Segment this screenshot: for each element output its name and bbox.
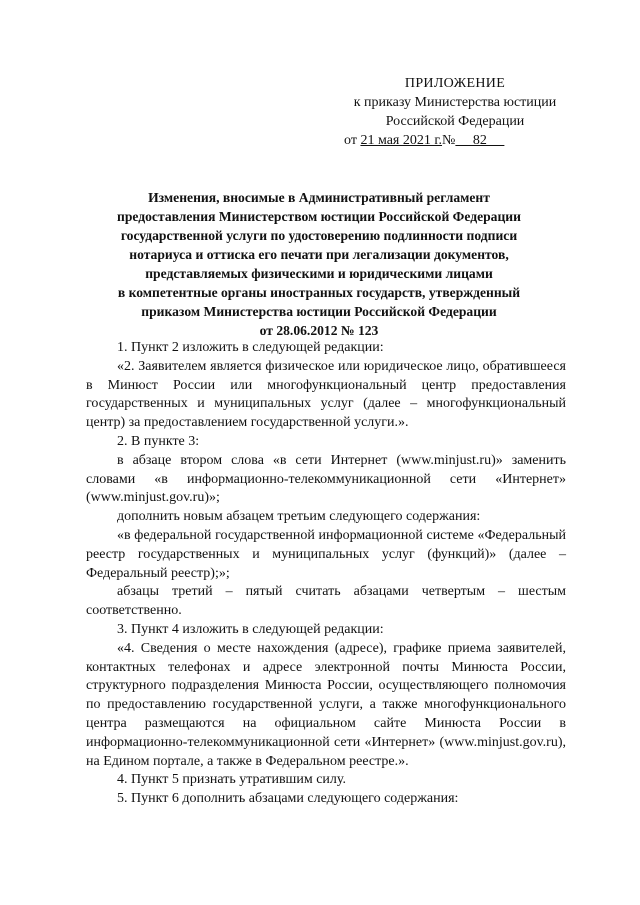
appendix-title: ПРИЛОЖЕНИЕ bbox=[404, 76, 506, 91]
paragraph: 1. Пункт 2 изложить в следующей редакции: bbox=[117, 340, 384, 355]
number-sign: № bbox=[442, 133, 456, 148]
paragraph: 4. Пункт 5 признать утратившим силу. bbox=[117, 772, 346, 788]
paragraph: «в федеральной государственной информационной системе «Федеральный реестр государственных и муниципальных услуг (функций)» (далее – Федеральный реестр);»; bbox=[86, 527, 566, 581]
appendix-date-line bbox=[330, 131, 580, 150]
document-title bbox=[80, 188, 558, 340]
appendix-federation-line: Российской Федерации bbox=[385, 114, 525, 129]
date-prefix: от bbox=[344, 133, 361, 148]
paragraph: в абзаце втором слова «в сети Интернет (www.minjust.ru)» заменить словами «в информационно-телекоммуникационной сети «Интернет» (www.minjust.gov.ru)»; bbox=[86, 452, 566, 506]
order-number: 82 bbox=[455, 133, 505, 148]
title-line: приказом Министерства юстиции Российской Федерации bbox=[141, 304, 497, 319]
title-line: в компетентные органы иностранных государств, утвержденный bbox=[117, 285, 521, 300]
title-line: от 28.06.2012 № 123 bbox=[259, 323, 379, 338]
paragraph: дополнить новым абзацем третьим следующего содержания: bbox=[117, 509, 481, 525]
document-body bbox=[86, 339, 566, 809]
appendix-header bbox=[330, 74, 580, 150]
paragraph: «4. Сведения о месте нахождения (адресе), графике приема заявителей, контактных телефонах и адресе электронной почты Минюста России, структурного подразделения Минюста России, осуществляющего полномочия по предоставлению государственной услуги, а также многофункционального центра размещаются на официальном сайте Минюста России в информационно-телекоммуникационной сети «Интернет» (www.minjust.gov.ru), на Едином портале, а также в Федеральном реестре.». bbox=[86, 640, 566, 769]
paragraph: 2. В пункте 3: bbox=[117, 433, 200, 449]
paragraph: абзацы третий – пятый считать абзацами четвертым – шестым соответственно. bbox=[86, 584, 566, 619]
title-line: Изменения, вносимые в Административный регламент bbox=[148, 190, 490, 205]
title-line: нотариуса и оттиска его печати при легализации документов, bbox=[129, 247, 509, 262]
title-line: предоставления Министерством юстиции Российской Федерации bbox=[117, 209, 521, 224]
title-line: представляемых физическими и юридическими лицами bbox=[145, 266, 493, 281]
appendix-order-line: к приказу Министерства юстиции bbox=[353, 95, 557, 110]
paragraph: «2. Заявителем является физическое или юридическое лицо, обратившееся в Минюст России или многофункциональный центр предоставления государственных и муниципальных услуг (далее – многофункциональный центр) за предоставлением государственной услуги.». bbox=[86, 358, 566, 431]
title-line: государственной услуги по удостоверению подлинности подписи bbox=[120, 228, 518, 243]
paragraph: 5. Пункт 6 дополнить абзацами следующего содержания: bbox=[117, 791, 459, 807]
order-date: 21 мая 2021 г. bbox=[360, 133, 443, 148]
paragraph: 3. Пункт 4 изложить в следующей редакции: bbox=[117, 621, 384, 637]
